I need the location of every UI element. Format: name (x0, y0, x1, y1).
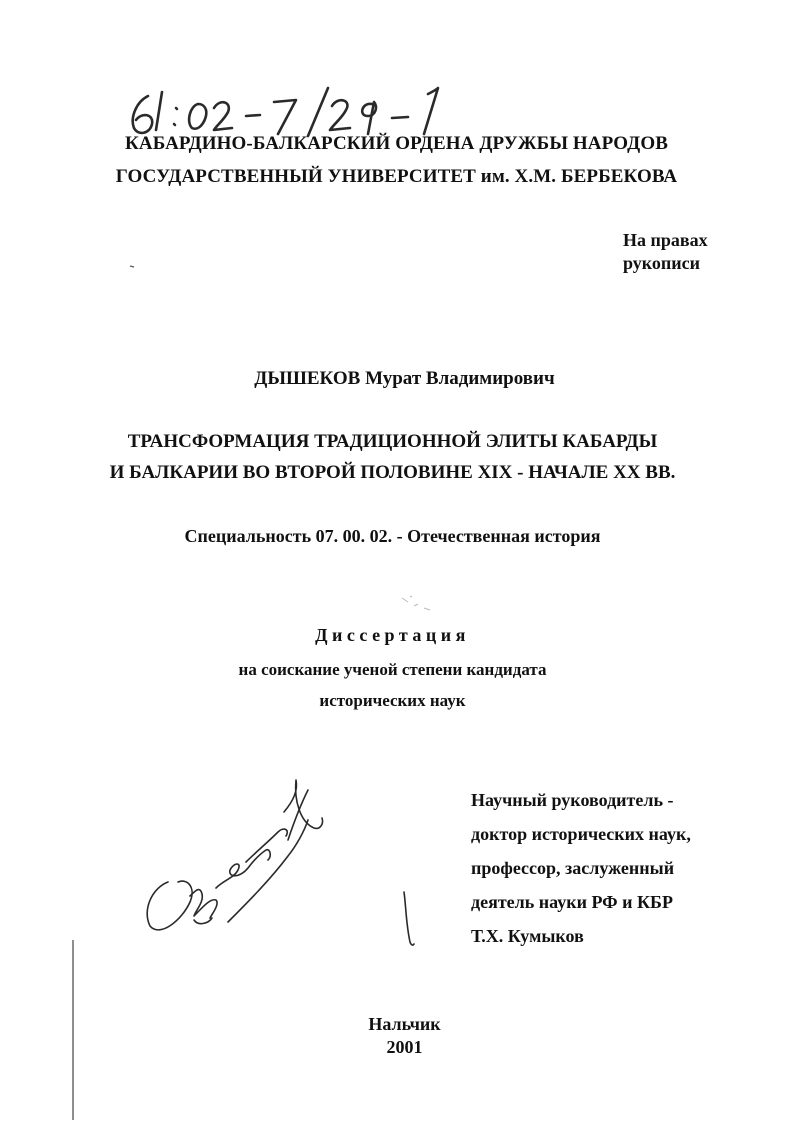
author-given-names: Мурат Владимирович (365, 368, 555, 389)
manuscript-rights-line-1: На правах (623, 230, 708, 250)
supervisor-line-3: профессор, заслуженный (471, 858, 675, 878)
scientific-supervisor (471, 783, 691, 953)
paper-smudge (396, 592, 446, 614)
thesis-title-line-1: ТРАНСФОРМАЦИЯ ТРАДИЦИОННОЙ ЭЛИТЫ КАБАРДЫ (127, 431, 658, 452)
dissertation-degree-line-2: исторических наук (319, 691, 466, 710)
manuscript-rights (623, 229, 708, 275)
institution-line-2: ГОСУДАРСТВЕННЫЙ УНИВЕРСИТЕТ им. Х.М. БЕРБЕКОВА (115, 166, 678, 187)
place-and-year (8, 1013, 793, 1059)
institution-line-1: КАБАРДИНО-БАЛКАРСКИЙ ОРДЕНА ДРУЖБЫ НАРОДОВ (125, 133, 668, 154)
thesis-title-line-2: И БАЛКАРИИ ВО ВТОРОЙ ПОЛОВИНЕ XIX - НАЧАЛЕ XX ВВ. (109, 462, 676, 483)
author-name (8, 368, 793, 390)
author-surname: ДЫШЕКОВ (254, 368, 361, 389)
dissertation-kind: Диссертация (315, 625, 470, 645)
supervisor-line-5: Т.Х. Кумыков (471, 926, 584, 946)
paper-speck (128, 262, 136, 270)
year: 2001 (386, 1037, 423, 1057)
archive-stamp-handwriting (128, 82, 458, 138)
city: Нальчик (368, 1014, 441, 1034)
dissertation-degree-line-1: на соискание ученой степени кандидата (238, 660, 547, 679)
specialty: Специальность 07. 00. 02. - Отечественная история (184, 526, 601, 546)
manuscript-rights-line-2: рукописи (623, 253, 701, 273)
pen-mark (398, 888, 418, 948)
supervisor-line-4: деятель науки РФ и КБР (471, 892, 673, 912)
supervisor-line-1: Научный руководитель - (471, 790, 674, 810)
handwritten-signature (138, 770, 328, 940)
supervisor-line-2: доктор исторических наук, (471, 824, 691, 844)
